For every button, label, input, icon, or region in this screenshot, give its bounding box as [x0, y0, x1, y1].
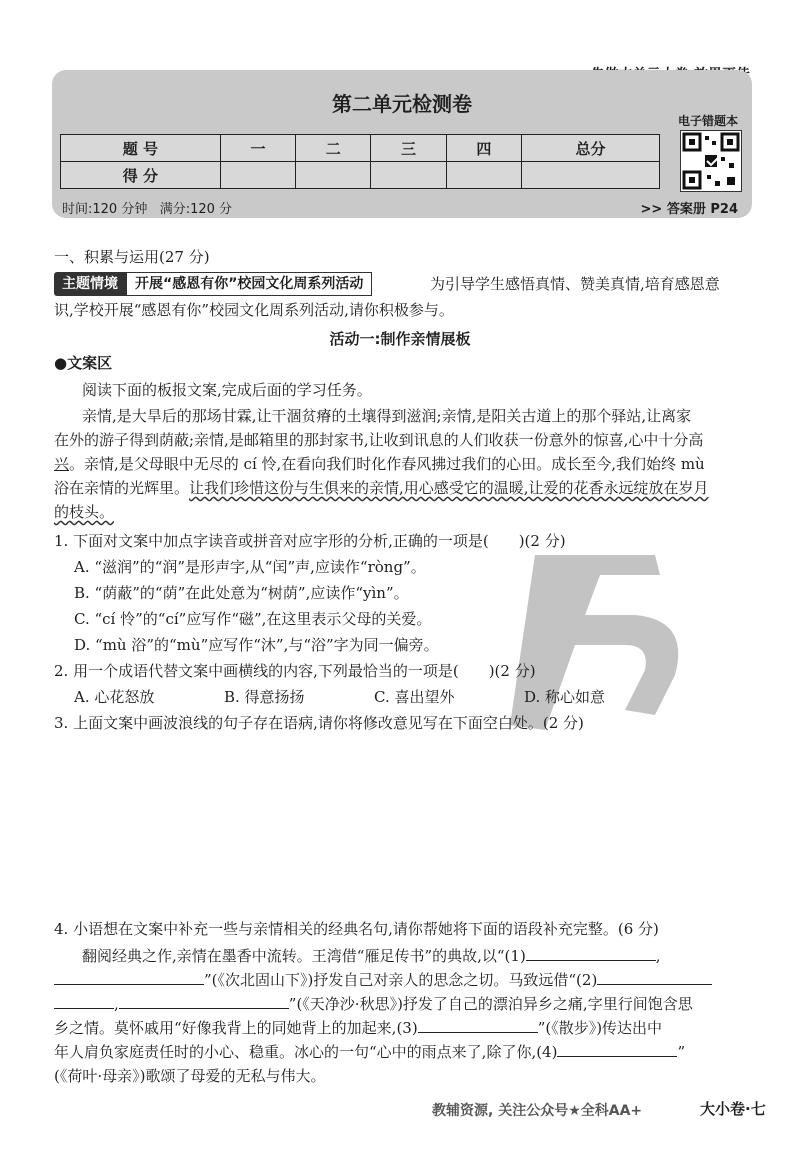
wenan-intro: 阅读下面的板报文案,完成后面的学习任务。	[82, 381, 372, 399]
question-3: 3. 上面文案中画波浪线的句子存在语病,请你将修改意见写在下面空白处。(2 分)	[54, 714, 584, 732]
blank-2c[interactable]	[119, 994, 289, 1009]
passage-line-3: 兴。亲情,是父母眼中无尽的 cí 怜,在看向我们时化作春风拂过我们的心田。成长至今,我们始终 mù	[54, 455, 705, 473]
footer-promo: 教辅资源, 关注公众号★全科AA+	[432, 1103, 643, 1119]
q1-option-c[interactable]: C. “cí 怜”的“cí”应写作“磁”,在这里表示父母的关爱。	[74, 610, 432, 628]
score-cell: 四	[446, 135, 521, 162]
score-cell[interactable]	[521, 162, 659, 189]
intro-line-2: 识,学校开展“感恩有你”校园文化周系列活动,请你积极参与。	[54, 301, 454, 319]
blank-2a[interactable]	[597, 970, 712, 985]
intro-line-1: 为引导学生感悟真情、赞美真情,培育感恩意	[430, 275, 720, 293]
underlined-text: 兴	[54, 455, 70, 473]
score-cell[interactable]	[371, 162, 446, 189]
answer-ref: >> 答案册 P24	[640, 202, 738, 217]
full-score: 满分:120 分	[159, 202, 233, 217]
score-cell: 题 号	[61, 135, 221, 162]
wenan-title: ●文案区	[54, 354, 113, 372]
q2-option-a[interactable]: A. 心花怒放	[74, 688, 155, 706]
score-cell: 总分	[521, 135, 659, 162]
blank-2b[interactable]	[54, 994, 114, 1009]
section-title: 一、积累与运用(27 分)	[54, 248, 210, 266]
page-title: 第二单元检测卷	[332, 92, 472, 116]
time-limit: 时间:120 分钟	[62, 202, 148, 217]
score-table	[60, 134, 660, 189]
q2-option-d[interactable]: D. 称心如意	[524, 688, 606, 706]
passage-line-4: 浴在亲情的光辉里。让我们珍惜这份与生俱来的亲情,用心感受它的温暖,让爱的花香永远绽放在岁月	[54, 479, 709, 497]
blank-1a[interactable]	[526, 946, 656, 961]
score-cell: 三	[371, 135, 446, 162]
question-2: 2. 用一个成语代替文案中画横线的内容,下列最恰当的一项是( )(2 分)	[54, 662, 536, 680]
score-cell: 二	[296, 135, 371, 162]
score-cell[interactable]	[220, 162, 295, 189]
q4-line-4: 乡之情。莫怀戚用“好像我背上的同她背上的加起来,(3) ”(《散步》)传达出中	[54, 1019, 663, 1037]
blank-4[interactable]	[557, 1042, 677, 1057]
passage-line-2: 在外的游子得到荫蔽;亲情,是邮箱里的那封家书,让收到讯息的人们收获一份意外的惊喜,心中十分高	[54, 431, 704, 449]
q3-answer-area[interactable]	[54, 740, 754, 900]
wavy-sentence: 让我们珍惜这份与生俱来的亲情,用心感受它的温暖,让爱的花香永远绽放在岁月	[189, 479, 709, 497]
theme-name: 开展“感恩有你”校园文化周系列活动	[126, 272, 372, 296]
q1-option-a[interactable]: A. “滋润”的“润”是形声字,从“闰”声,应读作“ròng”。	[74, 558, 426, 576]
footer-page-label: 大小卷·七	[700, 1100, 766, 1118]
q1-option-b[interactable]: B. “荫蔽”的“荫”在此处意为“树荫”,应读作“yìn”。	[74, 584, 409, 602]
score-cell: 一	[220, 135, 295, 162]
q4-line-5: 年人肩负家庭责任时的小心、稳重。冰心的一句“心中的雨点来了,除了你,(4) ”	[54, 1043, 686, 1061]
question-1: 1. 下面对文案中加点字读音或拼音对应字形的分析,正确的一项是( )(2 分)	[54, 532, 566, 550]
q2-option-b[interactable]: B. 得意扬扬	[224, 688, 305, 706]
score-cell[interactable]	[296, 162, 371, 189]
qr-code-icon[interactable]	[680, 130, 742, 192]
header-box	[52, 70, 752, 218]
score-cell[interactable]	[446, 162, 521, 189]
score-cell: 得 分	[61, 162, 221, 189]
blank-1b[interactable]	[54, 970, 204, 985]
blank-3[interactable]	[418, 1018, 538, 1033]
q2-option-c[interactable]: C. 喜出望外	[374, 688, 455, 706]
passage-line-1: 亲情,是大旱后的那场甘霖,让干涸贫瘠的土壤得到滋润;亲情,是阳关古道上的那个驿站,让离家	[82, 407, 692, 425]
passage-line-5: 的枝头。	[54, 503, 115, 521]
qr-label: 电子错题本	[678, 114, 739, 128]
exam-meta	[62, 198, 232, 217]
q4-line-2: ”(《次北固山下》)抒发自己对亲人的思念之切。马致远借“(2)	[54, 968, 712, 992]
theme-tag	[54, 272, 372, 296]
activity-title: 活动一:制作亲情展板	[329, 330, 471, 348]
theme-tag-label: 主题情境	[54, 272, 126, 296]
q4-line-3: , ”(《天净沙·秋思》)抒发了自己的漂泊异乡之痛,字里行间饱含思	[54, 992, 693, 1016]
score-row-2	[61, 162, 660, 189]
score-row-1	[61, 135, 660, 162]
question-4: 4. 小语想在文案中补充一些与亲情相关的经典名句,请你帮她将下面的语段补充完整。(6 分)	[54, 920, 659, 938]
q1-option-d[interactable]: D. “mù 浴”的“mù”应写作“沐”,与“浴”字为同一偏旁。	[74, 636, 439, 654]
q4-line-6: (《荷叶·母亲》)歌颂了母爱的无私与伟大。	[54, 1067, 326, 1085]
q4-line-1: 翻阅经典之作,亲情在墨香中流转。王湾借“雁足传书”的典故,以“(1) ,	[82, 947, 661, 965]
